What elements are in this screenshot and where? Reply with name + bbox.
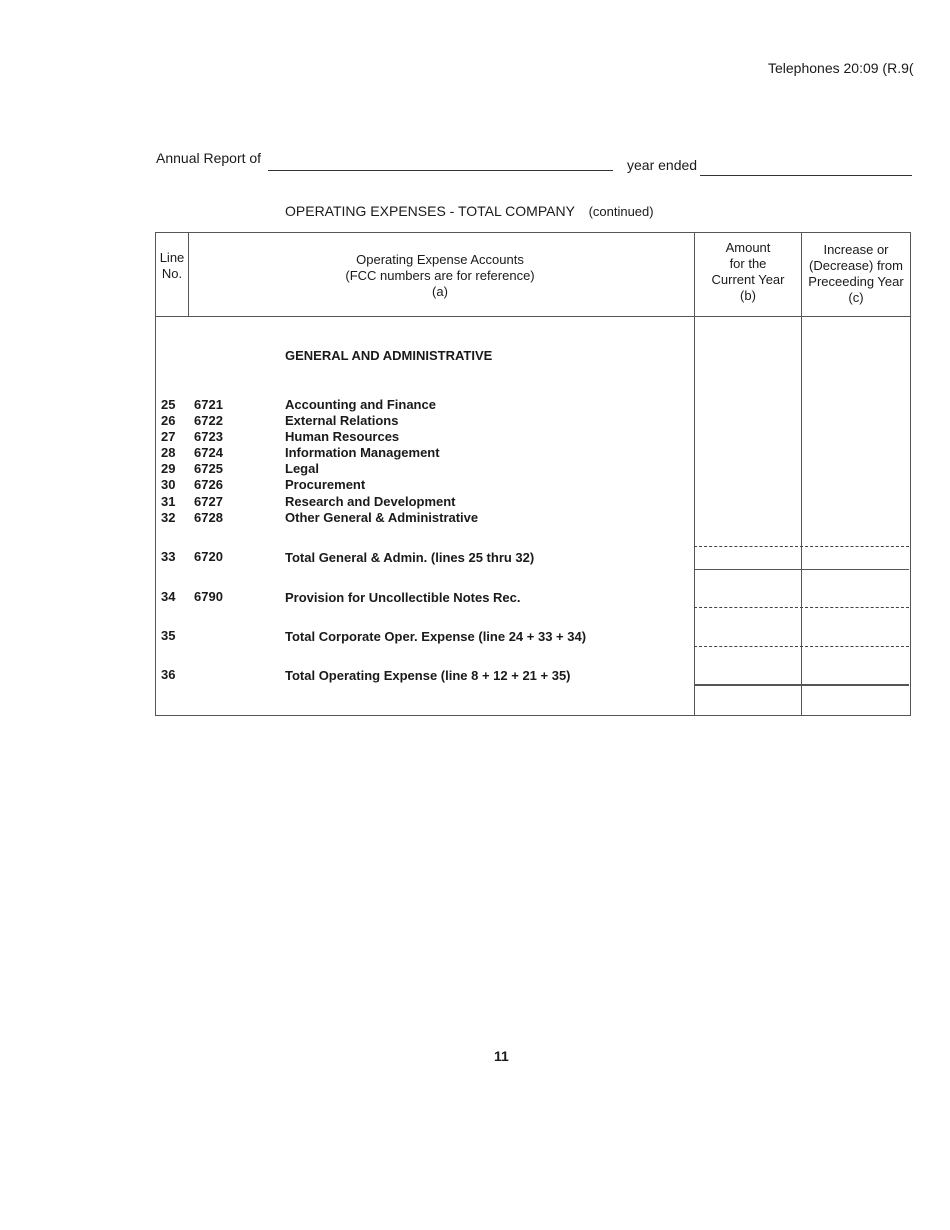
section-title-text: OPERATING EXPENSES - TOTAL COMPANY: [285, 203, 575, 219]
amount-cell-33[interactable]: [694, 569, 909, 570]
row-fcc-code: 6725: [194, 461, 223, 476]
total-description: Provision for Uncollectible Notes Rec.: [285, 590, 521, 605]
col-header-accounts-3: (a): [432, 284, 448, 299]
row-fcc-code: 6726: [194, 477, 223, 492]
col-header-accounts-2: (FCC numbers are for reference): [345, 268, 535, 283]
annual-report-label: Annual Report of: [156, 150, 262, 166]
form-identifier: Telephones 20:09 (R.9(: [768, 60, 914, 76]
row-description: Information Management: [285, 445, 440, 460]
group-heading: GENERAL AND ADMINISTRATIVE: [285, 348, 493, 363]
col-header-change: [803, 242, 909, 306]
row-fcc-code: 6728: [194, 510, 223, 525]
col-header-amount-4: (b): [740, 288, 756, 303]
col-header-accounts: [190, 252, 690, 300]
amount-cell-36[interactable]: [694, 684, 909, 686]
total-description: Total General & Admin. (lines 25 thru 32): [285, 550, 535, 565]
header-divider: [155, 316, 910, 317]
total-line-no: 35: [161, 628, 176, 643]
total-fcc-code: 6720: [194, 549, 223, 564]
row-line-no: 25: [161, 397, 176, 412]
total-fcc-code: 6790: [194, 589, 223, 604]
page-number: 11: [494, 1048, 509, 1064]
company-name-blank[interactable]: [268, 170, 613, 171]
row-line-no: 28: [161, 445, 176, 460]
row-description: Legal: [285, 461, 319, 476]
row-line-no: 32: [161, 510, 176, 525]
col-divider-change: [801, 232, 802, 716]
row-line-no: 26: [161, 413, 176, 428]
row-description: Research and Development: [285, 494, 456, 509]
row-description: Procurement: [285, 477, 366, 492]
col-header-amount-1: Amount: [725, 240, 771, 255]
col-divider-line: [188, 232, 189, 316]
total-line-no: 34: [161, 589, 176, 604]
row-fcc-code: 6722: [194, 413, 223, 428]
row-line-no: 31: [161, 494, 176, 509]
row-description: Other General & Administrative: [285, 510, 479, 525]
row-fcc-code: 6721: [194, 397, 223, 412]
col-header-line-no-2: No.: [161, 266, 183, 281]
amount-cell-35[interactable]: [694, 646, 909, 647]
subtotal-rule: [694, 546, 909, 547]
row-description: Accounting and Finance: [285, 397, 436, 412]
col-header-change-3: Preceeding Year: [808, 274, 904, 289]
row-fcc-code: 6723: [194, 429, 223, 444]
section-title: [285, 203, 654, 219]
total-description: Total Corporate Oper. Expense (line 24 + 33 + 34): [285, 629, 587, 644]
section-subtitle: (continued): [588, 204, 654, 219]
row-description: Human Resources: [285, 429, 400, 444]
row-fcc-code: 6727: [194, 494, 223, 509]
col-header-amount-2: for the: [729, 256, 767, 271]
row-fcc-code: 6724: [194, 445, 223, 460]
col-header-amount: [696, 240, 800, 304]
year-ended-blank[interactable]: [700, 175, 912, 176]
row-line-no: 29: [161, 461, 176, 476]
col-header-line-no-1: Line: [159, 250, 185, 265]
row-description: External Relations: [285, 413, 399, 428]
col-divider-amount: [694, 232, 695, 716]
total-line-no: 36: [161, 667, 176, 682]
amount-cell-34[interactable]: [694, 607, 909, 608]
total-description: Total Operating Expense (line 8 + 12 + 21 + 35): [285, 668, 571, 683]
total-line-no: 33: [161, 549, 176, 564]
col-header-amount-3: Current Year: [711, 272, 785, 287]
row-line-no: 27: [161, 429, 176, 444]
col-header-change-1: Increase or: [823, 242, 889, 257]
row-line-no: 30: [161, 477, 176, 492]
col-header-line-no: [156, 250, 188, 282]
col-header-accounts-1: Operating Expense Accounts: [356, 252, 524, 267]
year-ended-label: year ended: [627, 157, 698, 173]
col-header-change-2: (Decrease) from: [809, 258, 903, 273]
col-header-change-4: (c): [848, 290, 864, 305]
